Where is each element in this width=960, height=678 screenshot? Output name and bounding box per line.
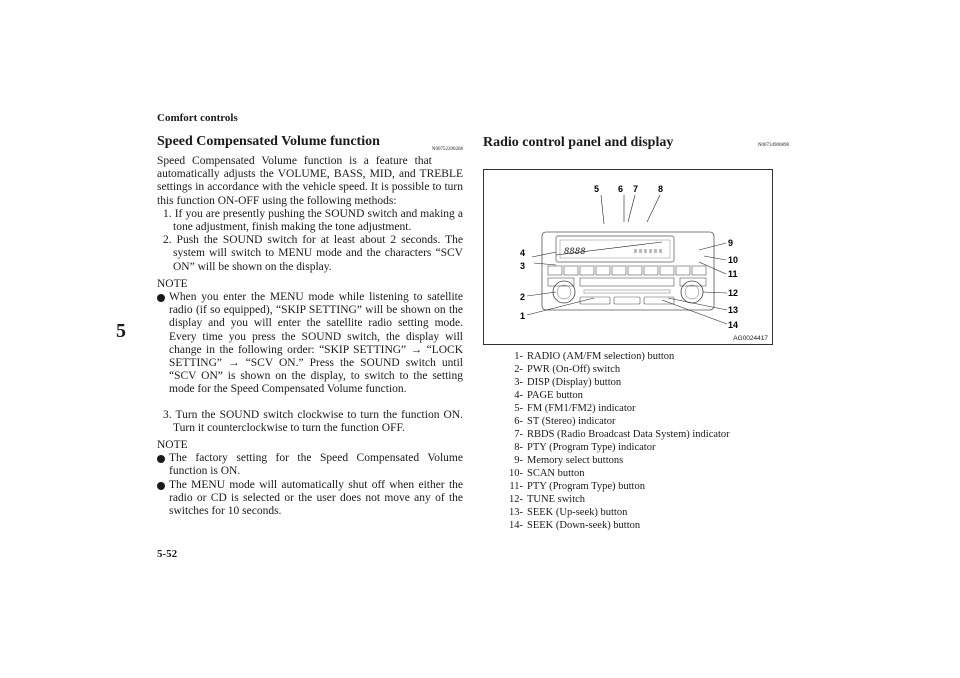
- legend-number: 1-: [514, 351, 523, 362]
- chapter-number: 5: [116, 320, 126, 342]
- callout-3: 3: [520, 261, 526, 271]
- section-title: Speed Compensated Volume function: [157, 134, 380, 149]
- legend-item: [491, 519, 730, 532]
- note-label: NOTE: [157, 277, 188, 290]
- callout-8: 8: [658, 184, 664, 194]
- legend-item: [491, 506, 730, 519]
- note-label: NOTE: [157, 439, 188, 452]
- callout-13: 13: [728, 305, 739, 315]
- radio-panel-illustration: [484, 170, 772, 344]
- radio-panel-figure: [483, 169, 773, 345]
- right-column-heading: [483, 135, 789, 155]
- legend-item: [491, 402, 730, 415]
- callout-1: 1: [520, 311, 526, 321]
- note-bullet: The factory setting for the Speed Compensated Volume function is ON.: [157, 452, 463, 478]
- callout-5: 5: [594, 184, 600, 194]
- callout-leaders: [527, 195, 727, 324]
- legend-text: RADIO (AM/FM selection) button: [527, 351, 675, 362]
- legend-number: 14-: [509, 520, 523, 531]
- legend-item: [491, 363, 730, 376]
- legend-text: DISP (Display) button: [527, 377, 622, 388]
- legend-number: 4-: [514, 390, 523, 401]
- display-dots: [634, 249, 662, 253]
- legend-text: FM (FM1/FM2) indicator: [527, 403, 636, 414]
- legend-number: 2-: [514, 364, 523, 375]
- legend-text: PTY (Program Type) button: [527, 481, 645, 492]
- tune-knob: [681, 281, 703, 303]
- section-title: Radio control panel and display: [483, 135, 674, 150]
- legend-text: Memory select buttons: [527, 455, 624, 466]
- intro-paragraph: Speed Compensated Volume function is a feature that automatically adjusts the VOLUME, BASS, MID, and TREBLE settings in accordance with the vehicle speed. It is possible to turn this function ON-OFF using the following methods:: [157, 155, 463, 207]
- legend-text: PWR (On-Off) switch: [527, 364, 621, 375]
- running-header: Comfort controls: [157, 112, 238, 124]
- cd-slot: [584, 290, 670, 293]
- legend-number: 6-: [514, 416, 523, 427]
- step-1: 1. If you are presently pushing the SOUND switch and making a tone adjustment, finish making the tone adjustment.: [163, 207, 463, 234]
- legend-text: SCAN button: [527, 468, 585, 479]
- section-title-row: [483, 135, 789, 153]
- legend-number: 13-: [509, 507, 523, 518]
- callout-10: 10: [728, 255, 739, 265]
- legend-number: 11-: [509, 481, 523, 492]
- display-digits: 8888: [564, 247, 586, 257]
- legend-item: [491, 441, 730, 454]
- legend-text: SEEK (Down-seek) button: [527, 520, 641, 531]
- legend-text: PAGE button: [527, 390, 583, 401]
- step-2: 2. Push the SOUND switch for at least about 2 seconds. The system will switch to MENU mode and the characters “SCV ON” will be shown on the display.: [163, 234, 463, 273]
- legend-text: SEEK (Up-seek) button: [527, 507, 628, 518]
- legend-item: [491, 389, 730, 402]
- legend-item: [491, 376, 730, 389]
- callout-2: 2: [520, 292, 526, 302]
- callout-7: 7: [633, 184, 639, 194]
- memory-buttons: [548, 266, 706, 275]
- legend-number: 5-: [514, 403, 523, 414]
- legend-text: RBDS (Radio Broadcast Data System) indicator: [527, 429, 730, 440]
- callout-4: 4: [520, 248, 526, 258]
- legend-number: 8-: [514, 442, 523, 453]
- figure-code: AG0024417: [733, 335, 768, 342]
- section-code: N00752200268: [431, 147, 463, 152]
- legend-item: [491, 428, 730, 441]
- callout-11: 11: [728, 269, 738, 279]
- legend-item: [491, 454, 730, 467]
- bottom-controls: [580, 297, 674, 304]
- callout-12: 12: [728, 288, 739, 298]
- legend-text: ST (Stereo) indicator: [527, 416, 616, 427]
- left-column: [157, 135, 463, 518]
- pwr-knob: [553, 281, 575, 303]
- legend-item: [491, 480, 730, 493]
- legend-text: TUNE switch: [527, 494, 586, 505]
- callout-6: 6: [618, 184, 624, 194]
- legend-item: [491, 350, 730, 363]
- legend-item: [491, 493, 730, 506]
- pwr-knob-inner: [557, 285, 571, 299]
- step-3: 3. Turn the SOUND switch clockwise to turn the function ON. Turn it counterclockwise to turn the function OFF.: [163, 408, 463, 434]
- note-bullet: When you enter the MENU mode while listening to satellite radio (if so equipped), “SKIP SETTING” will be shown on the display and you will enter the satellite radio setting mode. Every time you press the SOUND switch, the display will change in the following order: “SKIP SETTING” → “LOCK SETTING” → “SCV ON.” Press the SOUND switch until “SCV ON” is shown on the display, to switch to the setting mode for the Speed Compensated Volume function.: [157, 291, 463, 397]
- page-number: 5-52: [157, 548, 178, 560]
- legend-item: [491, 467, 730, 480]
- callout-14: 14: [728, 320, 739, 330]
- tune-knob-inner: [685, 285, 699, 299]
- second-row-buttons: [548, 278, 706, 286]
- legend-number: 10-: [509, 468, 523, 479]
- legend-text: PTY (Program Type) indicator: [527, 442, 656, 453]
- spacer: [157, 397, 463, 409]
- legend-number: 12-: [509, 494, 523, 505]
- note-bullet: The MENU mode will automatically shut off when either the radio or CD is selected or the user does not move any of the switches for 10 seconds.: [157, 479, 463, 519]
- legend-number: 9-: [514, 455, 523, 466]
- legend-number: 3-: [514, 377, 523, 388]
- section-title-row: [157, 135, 463, 153]
- legend-item: [491, 415, 730, 428]
- section-code: N00734900898: [757, 143, 789, 148]
- legend-number: 7-: [514, 429, 523, 440]
- callout-9: 9: [728, 238, 734, 248]
- legend-list: [491, 350, 730, 532]
